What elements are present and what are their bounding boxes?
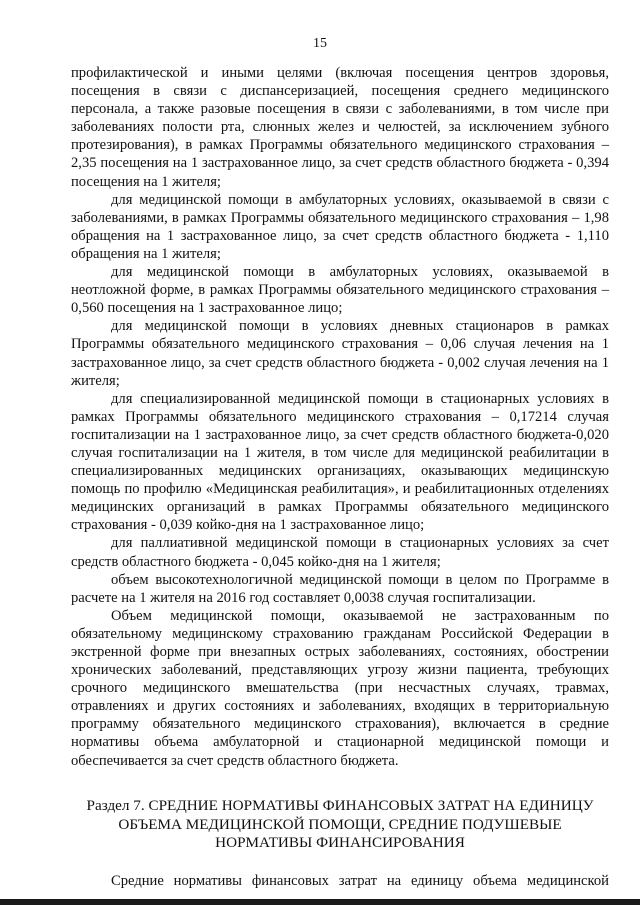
paragraph: для специализированной медицинской помощи в стационарных условиях в рамках Программы обязательного медицинского страхования – 0,17214 случая госпитализации на 1 застрахованное лицо, за счет средств областного бюджета-0,020 случая госпитализации на 1 жителя, в том числе для медицинской реабилитации в специализированных медицинских организациях, оказывающих медицинскую помощь по профилю «Медицинская реабилитация», и реабилитационных отделениях медицинских организаций в рамках Программы обязательного медицинского страхования - 0,039 койко-дня на 1 застрахованное лицо; (71, 390, 609, 534)
paragraph-continuation: профилактической и иными целями (включая посещения центров здоровья, посещения в связи с диспансеризацией, посещения среднего медицинского персонала, а также разовые посещения в связи с заболеваниями, в том числе при заболеваниях полости рта, слюнных желез и челюстей, за исключением зубного протезирования), в рамках Программы обязательного медицинского страхования – 2,35 посещения на 1 застрахованное лицо, за счет средств областного бюджета - 0,394 посещения на 1 жителя; (71, 65, 609, 190)
paragraph: объем высокотехнологичной медицинской помощи в целом по Программе в расчете на 1 жителя на 2016 год составляет 0,0038 случая госпитализации. (71, 571, 609, 606)
paragraph: для медицинской помощи в амбулаторных условиях, оказываемой в неотложной форме, в рамках Программы обязательного медицинского страхования – 0,560 посещения на 1 застрахованное лицо; (71, 264, 609, 317)
paragraph-start: Средние нормативы финансовых затрат на единицу объема медицинской (111, 873, 609, 889)
section-heading: Раздел 7. СРЕДНИЕ НОРМАТИВЫ ФИНАНСОВЫХ ЗАТРАТ НА ЕДИНИЦУ ОБЪЕМА МЕДИЦИНСКОЙ ПОМОЩИ, СРЕДНИЕ ПОДУШЕВЫЕ НОРМАТИВЫ ФИНАНСИРОВАНИЯ (86, 797, 594, 851)
scan-edge (0, 899, 640, 905)
page-number: 15 (313, 36, 327, 51)
paragraph: для медицинской помощи в условиях дневных стационаров в рамках Программы обязательного медицинского страхования – 0,06 случая лечения на 1 застрахованное лицо, за счет средств областного бюджета - 0,002 случая лечения на 1 жителя; (71, 318, 609, 389)
body-text (71, 64, 609, 770)
paragraph: для паллиативной медицинской помощи в стационарных условиях за счет средств областного бюджета - 0,045 койко-дня на 1 жителя; (71, 535, 609, 570)
paragraph: для медицинской помощи в амбулаторных условиях, оказываемой в связи с заболеваниями, в рамках Программы обязательного медицинского страхования – 1,98 обращения на 1 застрахованное лицо, за счет средств областного бюджета - 1,110 обращения на 1 жителя; (71, 191, 609, 262)
paragraph: Объем медицинской помощи, оказываемой не застрахованным по обязательному медицинскому страхованию гражданам Российской Федерации в экстренной форме при внезапных острых заболеваниях, состояниях, обострении хронических заболеваний, представляющих угрозу жизни пациента, требующих срочного медицинского вмешательства (при несчастных случаях, травмах, отравлениях и других состояниях и заболеваниях, входящих в территориальную программу обязательного медицинского страхования), включается в средние нормативы объема амбулаторной и стационарной медицинской помощи и обеспечивается за счет средств областного бюджета. (71, 607, 609, 769)
